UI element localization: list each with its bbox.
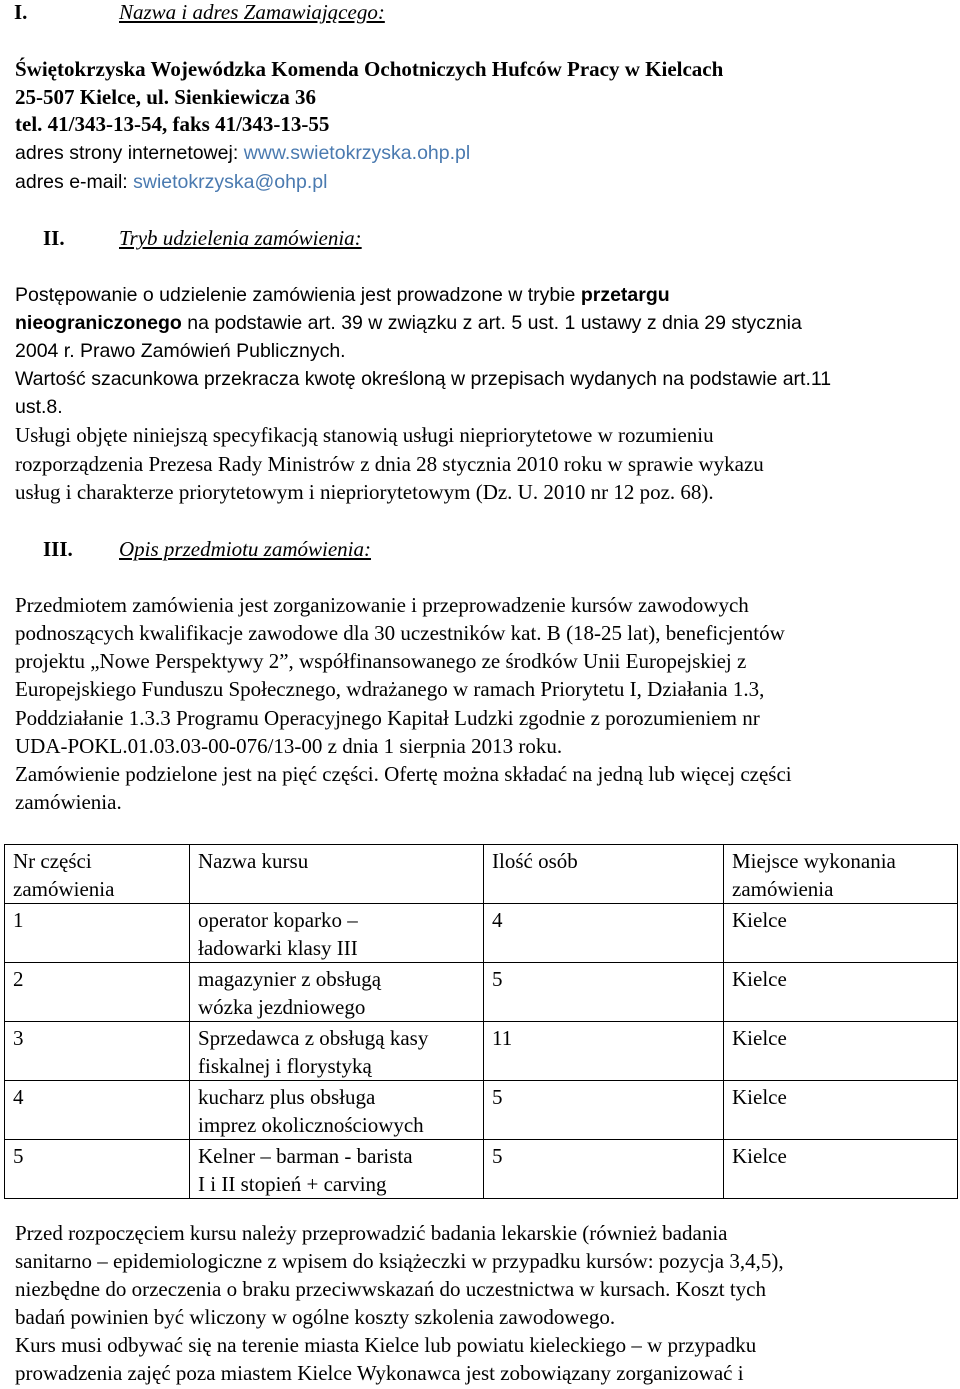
course-name-line: wózka jezdniowego [198, 995, 366, 1019]
website-link[interactable]: www.swietokrzyska.ohp.pl [243, 142, 471, 164]
course-name-line: fiskalnej i florystyką [198, 1054, 372, 1078]
website-label: adres strony internetowej: [15, 142, 244, 164]
course-parts-table [4, 844, 958, 1199]
header-line: Nazwa kursu [198, 849, 309, 873]
cell-course-name [190, 1022, 484, 1081]
section-2-line-4: Wartość szacunkowa przekracza kwotę określoną w przepisach wydanych na podstawie art.11 [15, 368, 832, 390]
section-2-number: II. [43, 226, 65, 250]
mode-bold: przetargu [580, 284, 670, 306]
course-name-line: Kelner – barman - barista [198, 1144, 413, 1168]
after-table-line: Przed rozpoczęciem kursu należy przeprowadzić badania lekarskie (również badania [15, 1221, 728, 1245]
cell-participants: 5 [484, 963, 724, 1022]
course-name-line: I i II stopień + carving [198, 1172, 387, 1196]
table-row [5, 963, 958, 1022]
section-1-number: I. [14, 0, 28, 24]
section-1-title: Nazwa i adres Zamawiającego: [119, 0, 385, 24]
after-table-line: prowadzenia zajęć poza miastem Kielce Wykonawca jest zobowiązany zorganizować i [15, 1361, 744, 1385]
cell-location: Kielce [724, 1140, 958, 1199]
cell-participants: 5 [484, 1081, 724, 1140]
header-part-number [5, 845, 190, 904]
cell-part-number: 5 [5, 1140, 190, 1199]
section-2-line-8: usług i charakterze priorytetowym i niepriorytetowym (Dz. U. 2010 nr 12 poz. 68). [15, 480, 714, 504]
section-3-line: projektu „Nowe Perspektywy 2”, współfinansowanego ze środków Unii Europejskiej z [15, 649, 747, 673]
course-name-line: operator koparko – [198, 908, 358, 932]
after-table-line: Kurs musi odbywać się na terenie miasta Kielce lub powiatu kieleckiego – w przypadku [15, 1333, 757, 1357]
cell-location: Kielce [724, 963, 958, 1022]
org-email-line [15, 170, 327, 194]
cell-participants: 4 [484, 904, 724, 963]
cell-course-name [190, 963, 484, 1022]
section-3-line: Poddziałanie 1.3.3 Programu Operacyjnego Kapitał Ludzki zgodnie z porozumieniem nr [15, 706, 760, 730]
cell-part-number: 1 [5, 904, 190, 963]
section-3-line: UDA-POKL.01.03.03-00-076/13-00 z dnia 1 sierpnia 2013 roku. [15, 734, 563, 758]
section-3-line: Zamówienie podzielone jest na pięć części. Ofertę można składać na jedną lub więcej części [15, 762, 792, 786]
table-row [5, 904, 958, 963]
table-row [5, 1022, 958, 1081]
section-2-line-1 [15, 283, 670, 307]
course-name-line: imprez okolicznościowych [198, 1113, 424, 1137]
header-line: Miejsce wykonania [732, 849, 896, 873]
table-header-row [5, 845, 958, 904]
header-location [724, 845, 958, 904]
header-course-name [190, 845, 484, 904]
email-link[interactable]: swietokrzyska@ohp.pl [133, 171, 328, 193]
header-line: Nr części [13, 849, 92, 873]
cell-participants: 5 [484, 1140, 724, 1199]
org-phone: tel. 41/343-13-54, faks 41/343-13-55 [15, 112, 330, 136]
cell-part-number: 2 [5, 963, 190, 1022]
header-line: zamówienia [732, 877, 834, 901]
section-3-title: Opis przedmiotu zamówienia: [119, 537, 371, 561]
table-row [5, 1081, 958, 1140]
after-table-line: sanitarno – epidemiologiczne z wpisem do książeczki w przypadku kursów: pozycja 3,4,5), [15, 1249, 784, 1273]
course-name-line: ładowarki klasy III [198, 936, 358, 960]
cell-location: Kielce [724, 904, 958, 963]
cell-part-number: 3 [5, 1022, 190, 1081]
cell-part-number: 4 [5, 1081, 190, 1140]
section-2-title: Tryb udzielenia zamówienia: [119, 226, 362, 250]
org-address: 25-507 Kielce, ul. Sienkiewicza 36 [15, 85, 316, 109]
header-line: zamówienia [13, 877, 115, 901]
section-2-line-3: 2004 r. Prawo Zamówień Publicznych. [15, 340, 346, 362]
mode-text: Postępowanie o udzielenie zamówienia jest prowadzone w trybie [15, 284, 581, 306]
after-table-line: niezbędne do orzeczenia o braku przeciwwskazań do uczestnictwa w kursach. Koszt tych [15, 1277, 767, 1301]
section-3-line: Europejskiego Funduszu Społecznego, wdrażanego w ramach Priorytetu I, Działania 1.3, [15, 677, 765, 701]
section-2-line-6: Usługi objęte niniejszą specyfikacją stanowią usługi niepriorytetowe w rozumieniu [15, 423, 714, 447]
org-name: Świętokrzyska Wojewódzka Komenda Ochotniczych Hufców Pracy w Kielcach [15, 57, 724, 81]
course-name-line: magazynier z obsługą [198, 967, 382, 991]
legal-basis: na podstawie art. 39 w związku z art. 5 ust. 1 ustawy z dnia 29 stycznia [181, 312, 802, 334]
table-row [5, 1140, 958, 1199]
cell-location: Kielce [724, 1081, 958, 1140]
course-name-line: Sprzedawca z obsługą kasy [198, 1026, 429, 1050]
section-3-line: podnoszących kwalifikacje zawodowe dla 30 uczestników kat. B (18-25 lat), beneficjentów [15, 621, 785, 645]
section-3-line: zamówienia. [15, 790, 122, 814]
email-label: adres e-mail: [15, 171, 134, 193]
org-website-line [15, 141, 470, 165]
section-2-line-5: ust.8. [15, 396, 63, 418]
mode-bold-2: nieograniczonego [15, 312, 182, 334]
cell-course-name [190, 1140, 484, 1199]
section-3-number: III. [43, 537, 73, 561]
after-table-line: badań powinien być wliczony w ogólne koszty szkolenia zawodowego. [15, 1305, 616, 1329]
section-2-line-2 [15, 311, 802, 335]
cell-course-name [190, 1081, 484, 1140]
cell-course-name [190, 904, 484, 963]
header-participants [484, 845, 724, 904]
cell-location: Kielce [724, 1022, 958, 1081]
header-line: Ilość osób [492, 849, 578, 873]
course-name-line: kucharz plus obsługa [198, 1085, 376, 1109]
cell-participants: 11 [484, 1022, 724, 1081]
section-2-line-7: rozporządzenia Prezesa Rady Ministrów z dnia 28 stycznia 2010 roku w sprawie wykazu [15, 452, 764, 476]
section-3-line: Przedmiotem zamówienia jest zorganizowanie i przeprowadzenie kursów zawodowych [15, 593, 749, 617]
